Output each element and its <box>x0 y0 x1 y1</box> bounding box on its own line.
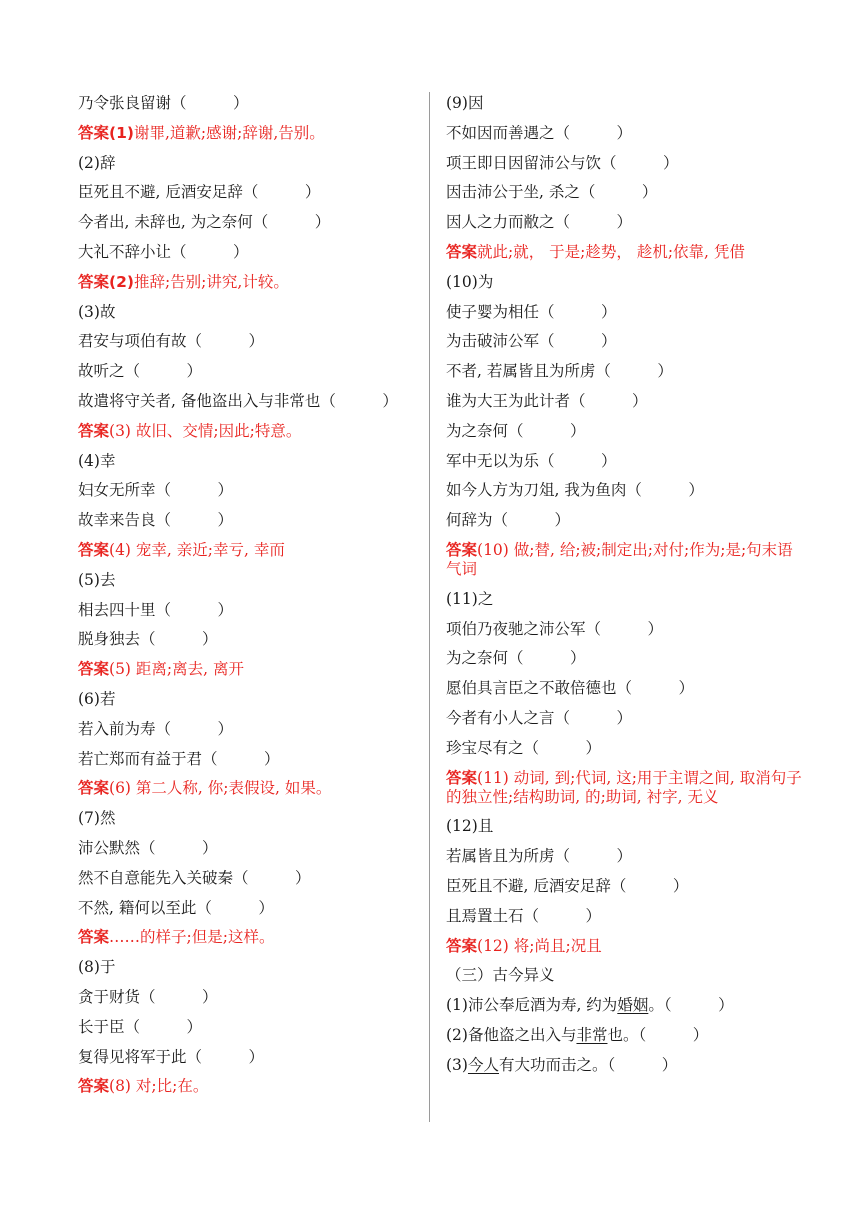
answer-line <box>446 541 806 579</box>
question-line: 君安与项伯有故（ ） <box>78 332 265 351</box>
question-line: 今者出, 未辞也, 为之奈何（ ） <box>78 213 331 232</box>
question-line: 不者, 若属皆且为所虏（ ） <box>446 362 673 381</box>
answer-text: (8) 对;比;在。 <box>109 1077 209 1096</box>
left-column <box>78 94 423 1107</box>
question-line: 使子婴为相任（ ） <box>446 302 617 321</box>
question-line: 不如因而善遇之（ ） <box>446 123 633 142</box>
question-line: 何辞为（ ） <box>446 511 571 530</box>
answer-tag: 答案 <box>78 540 110 559</box>
underlined-term: 今人 <box>467 1055 499 1074</box>
question-line: 今者有小人之言（ ） <box>446 708 633 727</box>
question-text: (3) <box>446 1055 468 1074</box>
question-line: 臣死且不避, 卮酒安足辞（ ） <box>78 183 321 202</box>
section-heading: (7)然 <box>78 809 116 828</box>
question-line: 为击破沛公军（ ） <box>446 332 617 351</box>
question-line: 为之奈何（ ） <box>446 421 586 440</box>
question-line: 大礼不辞小让（ ） <box>78 242 249 261</box>
section-heading: (3)故 <box>78 302 116 321</box>
question-line: 乃令张良留谢（ ） <box>78 94 249 112</box>
question-line: 军中无以为乐（ ） <box>446 451 617 470</box>
question-line: 珍宝尽有之（ ） <box>446 738 602 757</box>
answer-text: (3) 故旧、交情;因此;特意。 <box>109 421 302 440</box>
answer-line <box>78 1077 423 1096</box>
answer-tag: 答案 <box>78 779 110 798</box>
question-line: 臣死且不避, 卮酒安足辞（ ） <box>446 876 689 895</box>
question-line: 因人之力而敝之（ ） <box>446 213 633 232</box>
answer-text: 推辞;告别;讲究,计较。 <box>133 272 289 291</box>
answer-line <box>78 124 423 143</box>
question-line: 不然, 籍何以至此（ ） <box>78 898 274 917</box>
right-column <box>446 94 806 1086</box>
answer-text: (11) 动词, 到;代词, 这;用于主谓之间, 取消句子的独立性;结构助词, 的;助词, 衬字, 无义 <box>446 768 802 806</box>
answer-text: (5) 距离;离去, 离开 <box>109 660 244 679</box>
section-heading: (10)为 <box>446 272 494 291</box>
question-line: 故遣将守关者, 备他盗出入与非常也（ ） <box>78 391 398 410</box>
column-divider <box>429 92 430 1122</box>
section-heading: (2)辞 <box>78 153 116 172</box>
answer-text: (6) 第二人称, 你;表假设, 如果。 <box>109 779 332 798</box>
question-line: 然不自意能先入关破秦（ ） <box>78 868 311 887</box>
question-line: 妇女无所幸（ ） <box>78 481 234 500</box>
answer-text: (4) 宠幸, 亲近;幸亏, 幸而 <box>109 540 285 559</box>
answer-tag: 答案(2) <box>78 272 134 291</box>
question-text: 。（ ） <box>648 996 734 1015</box>
question-line: 项王即日因留沛公与饮（ ） <box>446 153 679 172</box>
underlined-term: 非常 <box>576 1025 608 1044</box>
question-line: 相去四十里（ ） <box>78 600 234 619</box>
answer-tag: 答案(1) <box>78 123 134 142</box>
question-text: (2)备他盗之出入与 <box>446 1025 577 1044</box>
answer-tag: 答案 <box>78 1077 110 1096</box>
answer-line <box>446 937 806 956</box>
question-line: 谁为大王为此计者（ ） <box>446 391 648 410</box>
answer-line <box>78 541 423 560</box>
answer-line <box>446 243 806 262</box>
answer-text: (12) 将;尚且;况且 <box>477 936 602 955</box>
answer-tag: 答案 <box>78 421 110 440</box>
section-heading: (12)且 <box>446 817 494 836</box>
question-line: 若亡郑而有益于君（ ） <box>78 749 280 768</box>
question-line: 若入前为寿（ ） <box>78 719 234 738</box>
answer-text: ……的样子;但是;这样。 <box>109 928 275 947</box>
answer-line <box>78 422 423 441</box>
answer-tag: 答案 <box>446 540 478 559</box>
section-heading: (6)若 <box>78 689 116 708</box>
question-line <box>446 1026 806 1045</box>
answer-line <box>78 928 423 947</box>
answer-line <box>78 779 423 798</box>
section-heading: (4)幸 <box>78 451 116 470</box>
section-heading: （三）古今异义 <box>446 966 555 985</box>
question-line: 且焉置土石（ ） <box>446 906 602 925</box>
section-heading: (9)因 <box>446 94 484 112</box>
question-line: 因击沛公于坐, 杀之（ ） <box>446 183 658 202</box>
question-line: 复得见将军于此（ ） <box>78 1047 265 1066</box>
answer-tag: 答案 <box>446 242 478 261</box>
question-line: 沛公默然（ ） <box>78 838 218 857</box>
question-line: 如今人方为刀俎, 我为鱼肉（ ） <box>446 481 704 500</box>
question-line: 故听之（ ） <box>78 362 203 381</box>
answer-line <box>78 273 423 292</box>
answer-line <box>446 769 806 807</box>
question-line: 脱身独去（ ） <box>78 630 218 649</box>
answer-text: 就此;就， 于是;趁势， 趁机;依靠, 凭借 <box>477 242 745 261</box>
answer-tag: 答案 <box>446 936 478 955</box>
section-heading: (5)去 <box>78 570 116 589</box>
underlined-term: 婚姻 <box>617 996 649 1015</box>
answer-tag: 答案 <box>78 660 110 679</box>
answer-text: (10) 做;替, 给;被;制定出;对付;作为;是;句末语气词 <box>446 540 793 578</box>
question-line <box>446 1056 806 1075</box>
question-line: 愿伯具言臣之不敢倍德也（ ） <box>446 679 695 698</box>
question-line: 为之奈何（ ） <box>446 649 586 668</box>
answer-tag: 答案 <box>446 768 478 787</box>
answer-text: 谢罪,道歉;感谢;辞谢,告别。 <box>133 123 325 142</box>
question-text: 有大功而击之。（ ） <box>498 1055 678 1074</box>
question-line: 若属皆且为所虏（ ） <box>446 847 633 866</box>
answer-tag: 答案 <box>78 928 110 947</box>
section-heading: (11)之 <box>446 589 494 608</box>
question-line: 项伯乃夜驰之沛公军（ ） <box>446 619 664 638</box>
question-line: 故幸来告良（ ） <box>78 511 234 530</box>
question-line: 长于臣（ ） <box>78 1017 203 1036</box>
section-heading: (8)于 <box>78 958 116 977</box>
question-text: 也。（ ） <box>607 1025 709 1044</box>
answer-line <box>78 660 423 679</box>
question-text: (1)沛公奉卮酒为寿, 约为 <box>446 996 618 1015</box>
question-line: 贪于财货（ ） <box>78 987 218 1006</box>
question-line <box>446 996 806 1015</box>
